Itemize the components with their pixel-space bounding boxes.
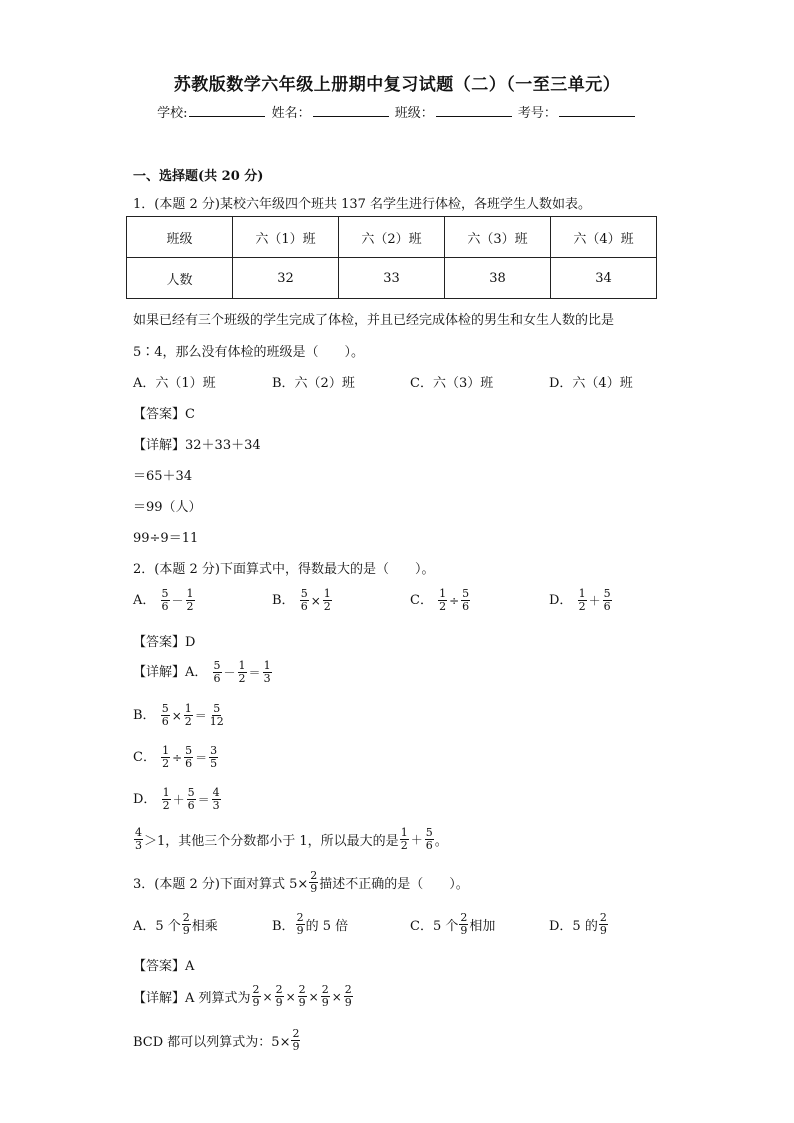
- fraction: $\frac{5}{6}$: [425, 826, 433, 852]
- class-label: 班级：: [394, 106, 434, 121]
- fraction: $\frac{2}{9}$: [292, 1027, 300, 1053]
- table-row: [127, 258, 657, 299]
- option-letter: B．: [272, 593, 295, 608]
- class-count-table: [126, 216, 657, 299]
- q1-option-d[interactable]: D．六（4）班: [549, 376, 633, 391]
- table-header-cell: 班级: [127, 217, 233, 258]
- q1-text-1: 如果已经有三个班级的学生完成了体检，并且已经完成体检的男生和女生人数的比是: [133, 313, 615, 328]
- fraction: $\frac{2}{9}$: [310, 869, 318, 895]
- fraction: $\frac{2}{9}$: [182, 911, 190, 937]
- q1-option-c[interactable]: C．六（3）班: [410, 376, 494, 391]
- fraction: $\frac{5}{6}$: [161, 587, 169, 613]
- id-label: 考号：: [517, 106, 557, 121]
- table-header-cell: 六（4）班: [551, 217, 657, 258]
- fraction: $\frac{4}{3}$: [212, 786, 220, 812]
- fraction: $\frac{1}{2}$: [323, 587, 331, 613]
- fraction: $\frac{2}{9}$: [275, 983, 283, 1009]
- q1-detail-line: ＝99（人）: [133, 500, 202, 515]
- fraction: $\frac{5}{6}$: [603, 587, 611, 613]
- fraction: $\frac{1}{2}$: [439, 587, 447, 613]
- q3-answer: 【答案】A: [133, 959, 195, 974]
- fraction: $\frac{1}{2}$: [162, 786, 170, 812]
- q1-option-a[interactable]: A．六（1）班: [133, 376, 216, 391]
- table-header-cell: 六（3）班: [445, 217, 551, 258]
- q2-detail-b: B． $\frac{5}{6}$ × $\frac{1}{2}$ ＝ $\frac{5}{12}$: [133, 702, 224, 728]
- table-cell: 32: [233, 258, 339, 299]
- q1-detail-line: 99÷9＝11: [133, 531, 199, 546]
- fraction: $\frac{5}{6}$: [185, 744, 193, 770]
- q2-stem: 2．(本题 2 分)下面算式中，得数最大的是（ ）。: [133, 562, 435, 577]
- q2-detail-d: D． $\frac{1}{2}$ ＋ $\frac{5}{6}$ ＝ $\frac{4}{3}$: [133, 786, 220, 812]
- q2-conclusion: $\frac{4}{3}$ ＞1，其他三个分数都小于 1，所以最大的是 $\frac{1}{2}$ ＋ $\frac{5}{6}$ 。: [135, 826, 448, 852]
- q3-option-c[interactable]: C．5 个 $\frac{2}{9}$ 相加: [410, 911, 496, 937]
- detail-label: 【详解】A．: [133, 665, 208, 680]
- option-letter: D．: [133, 792, 157, 807]
- section-title: 一、选择题(共 20 分): [133, 169, 264, 184]
- fraction: $\frac{1}{2}$: [400, 826, 408, 852]
- fraction: $\frac{5}{6}$: [462, 587, 470, 613]
- q1-detail-line: 【详解】32＋33＋34: [133, 438, 261, 453]
- q2-detail-c: C． $\frac{1}{2}$ ÷ $\frac{5}{6}$ ＝ $\frac{3}{5}$: [133, 744, 218, 770]
- fraction: $\frac{2}{9}$: [599, 911, 607, 937]
- fraction: $\frac{1}{2}$: [162, 744, 170, 770]
- q2-answer: 【答案】D: [133, 635, 196, 650]
- school-blank[interactable]: [189, 104, 265, 117]
- q3-bcd: BCD 都可以列算式为：5× $\frac{2}{9}$: [133, 1027, 300, 1053]
- table-cell: 34: [551, 258, 657, 299]
- table-header-cell: 六（2）班: [339, 217, 445, 258]
- q1-detail-line: ＝65＋34: [133, 469, 193, 484]
- fraction: $\frac{2}{9}$: [298, 983, 306, 1009]
- fraction: $\frac{3}{5}$: [210, 744, 218, 770]
- q2-option-a[interactable]: A． $\frac{5}{6}$ － $\frac{1}{2}$: [133, 587, 194, 613]
- name-label: 姓名：: [271, 106, 311, 121]
- fraction: $\frac{1}{2}$: [238, 659, 246, 685]
- q1-stem: 1．(本题 2 分)某校六年级四个班共 137 名学生进行体检，各班学生人数如表。: [133, 197, 592, 212]
- q2-detail-a: 【详解】A． $\frac{5}{6}$ － $\frac{1}{2}$ ＝ $\frac{1}{3}$: [133, 659, 271, 685]
- table-cell: 38: [445, 258, 551, 299]
- option-letter: A．: [133, 593, 156, 608]
- fraction: $\frac{2}{9}$: [252, 983, 260, 1009]
- student-info-line: [0, 102, 794, 121]
- option-letter: C．: [133, 750, 156, 765]
- table-row: [127, 217, 657, 258]
- name-blank[interactable]: [313, 104, 389, 117]
- fraction: $\frac{1}{3}$: [263, 659, 271, 685]
- fraction: $\frac{5}{6}$: [187, 786, 195, 812]
- q2-option-c[interactable]: C． $\frac{1}{2}$ ÷ $\frac{5}{6}$: [410, 587, 470, 613]
- fraction: $\frac{1}{2}$: [184, 702, 192, 728]
- fraction: $\frac{2}{9}$: [296, 911, 304, 937]
- class-blank[interactable]: [436, 104, 512, 117]
- q1-text-2: 5∶4，那么没有体检的班级是（ ）。: [133, 345, 365, 360]
- q2-option-d[interactable]: D． $\frac{1}{2}$ ＋ $\frac{5}{6}$: [549, 587, 611, 613]
- table-header-cell: 六（1）班: [233, 217, 339, 258]
- fraction: $\frac{5}{6}$: [161, 702, 169, 728]
- option-letter: C．: [410, 593, 433, 608]
- q3-option-d[interactable]: D．5 的 $\frac{2}{9}$: [549, 911, 607, 937]
- fraction: $\frac{2}{9}$: [460, 911, 468, 937]
- q1-option-b[interactable]: B．六（2）班: [272, 376, 355, 391]
- q3-detail: 【详解】A 列算式为 $\frac{2}{9}$ × $\frac{2}{9}$ × $\frac{2}{9}$ × $\frac{2}{9}$ × $\frac{2}{9}$: [133, 983, 352, 1009]
- fraction: $\frac{1}{2}$: [186, 587, 194, 613]
- fraction: $\frac{5}{6}$: [300, 587, 308, 613]
- fraction: $\frac{2}{9}$: [344, 983, 352, 1009]
- id-blank[interactable]: [559, 104, 635, 117]
- school-label: 学校:: [157, 106, 188, 121]
- fraction: $\frac{4}{3}$: [135, 826, 142, 852]
- fraction: $\frac{5}{6}$: [213, 659, 221, 685]
- option-letter: D．: [549, 593, 573, 608]
- table-row-label: 人数: [127, 258, 233, 299]
- fraction: $\frac{5}{12}$: [209, 702, 224, 728]
- option-letter: B．: [133, 708, 156, 723]
- q3-option-b[interactable]: B． $\frac{2}{9}$ 的 5 倍: [272, 911, 349, 937]
- q2-option-b[interactable]: B． $\frac{5}{6}$ × $\frac{1}{2}$: [272, 587, 331, 613]
- q1-answer: 【答案】C: [133, 407, 195, 422]
- fraction: $\frac{1}{2}$: [578, 587, 586, 613]
- fraction: $\frac{2}{9}$: [321, 983, 329, 1009]
- page-title: 苏教版数学六年级上册期中复习试题（二）（一至三单元）: [173, 75, 621, 95]
- q3-stem: 3．(本题 2 分)下面对算式 5× $\frac{2}{9}$ 描述不正确的是（ ）。: [133, 869, 469, 895]
- table-cell: 33: [339, 258, 445, 299]
- q3-option-a[interactable]: A．5 个 $\frac{2}{9}$ 相乘: [133, 911, 218, 937]
